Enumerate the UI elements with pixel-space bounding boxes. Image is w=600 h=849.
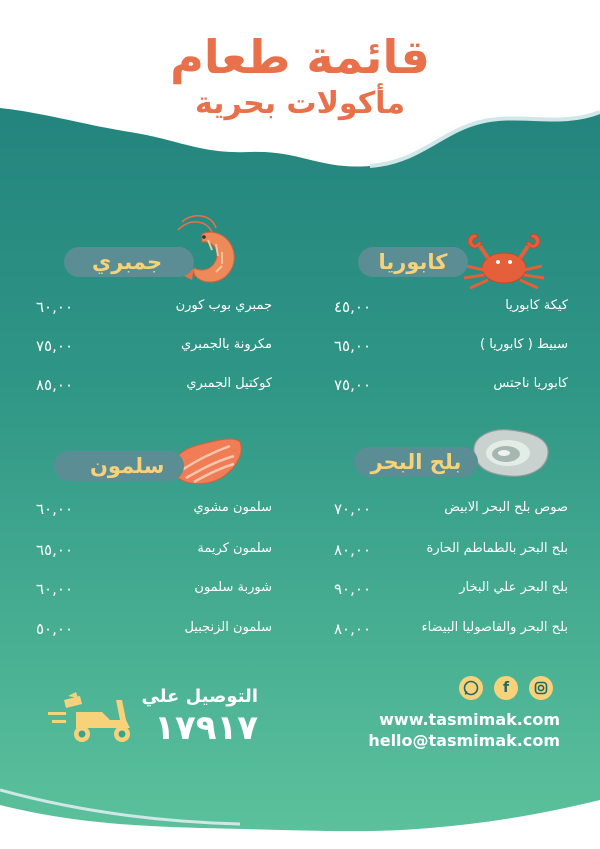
- menu-item-oyster-1: [334, 500, 568, 524]
- menu-item-oyster-2: [334, 541, 568, 565]
- item-price: ٧٠,٠٠: [334, 500, 371, 518]
- item-name: سلمون كريمة: [197, 541, 272, 556]
- section-heading-salmon: سلمون: [54, 451, 184, 481]
- item-price: ٦٠,٠٠: [36, 298, 73, 316]
- item-name: كابوريا ناجتس: [493, 376, 568, 391]
- page-title: قائمة طعام: [170, 30, 430, 84]
- menu-item-salmon-2: [36, 541, 272, 565]
- oyster-icon: [468, 426, 552, 480]
- menu-item-shrimp-1: [36, 298, 272, 322]
- section-heading-crab: كابوريا: [358, 247, 468, 277]
- menu-item-salmon-1: [36, 500, 272, 524]
- item-price: ٥٠,٠٠: [36, 620, 73, 638]
- item-name: سلمون مشوي: [193, 500, 272, 515]
- item-price: ٦٥,٠٠: [36, 541, 73, 559]
- item-name: مكرونة بالجمبري: [180, 337, 272, 352]
- item-price: ٤٥,٠٠: [334, 298, 371, 316]
- item-price: ٦٠,٠٠: [36, 500, 73, 518]
- menu-item-shrimp-3: [36, 376, 272, 400]
- menu-item-salmon-4: [36, 620, 272, 644]
- item-name: جمبري بوب كورن: [175, 298, 272, 313]
- menu-item-crab-2: [334, 337, 568, 361]
- item-price: ٦٥,٠٠: [334, 337, 371, 355]
- item-name: كيكة كابوريا: [505, 298, 568, 313]
- menu-item-oyster-4: [334, 620, 568, 644]
- item-name: بلح البحر علي البخار: [459, 580, 568, 595]
- item-name: بلح البحر والفاصوليا البيضاء: [421, 620, 568, 635]
- facebook-icon[interactable]: f: [494, 676, 518, 700]
- item-price: ٨٠,٠٠: [334, 541, 371, 559]
- item-name: كوكتيل الجمبري: [186, 376, 272, 391]
- item-name: سبيط ( كابوريا ): [480, 337, 568, 352]
- menu-item-salmon-3: [36, 580, 272, 604]
- website-link[interactable]: www.tasmimak.com: [379, 710, 560, 729]
- item-price: ٧٥,٠٠: [36, 337, 73, 355]
- item-price: ٨٥,٠٠: [36, 376, 73, 394]
- item-price: ٨٠,٠٠: [334, 620, 371, 638]
- email-link[interactable]: hello@tasmimak.com: [368, 731, 560, 750]
- section-heading-shrimp: جمبري: [64, 247, 194, 277]
- item-name: شوربة سلمون: [194, 580, 272, 595]
- instagram-icon[interactable]: [529, 676, 553, 700]
- delivery-number: ١٧٩١٧: [154, 708, 258, 748]
- item-price: ٦٠,٠٠: [36, 580, 73, 598]
- crab-icon: [458, 226, 550, 294]
- menu-item-shrimp-2: [36, 337, 272, 361]
- item-price: ٩٠,٠٠: [334, 580, 371, 598]
- item-price: ٧٥,٠٠: [334, 376, 371, 394]
- item-name: بلح البحر بالطماطم الحارة: [426, 541, 568, 556]
- delivery-label: التوصيل علي: [141, 686, 258, 707]
- page-subtitle: مأكولات بحرية: [194, 86, 406, 121]
- whatsapp-icon[interactable]: [459, 676, 483, 700]
- item-name: صوص بلح البحر الابيض: [444, 500, 568, 515]
- menu-item-crab-1: [334, 298, 568, 322]
- menu-item-oyster-3: [334, 580, 568, 604]
- item-name: سلمون الزنجبيل: [184, 620, 272, 635]
- menu-item-crab-3: [334, 376, 568, 400]
- section-heading-oyster: بلح البحر: [354, 447, 478, 477]
- delivery-scooter-icon: [46, 690, 138, 746]
